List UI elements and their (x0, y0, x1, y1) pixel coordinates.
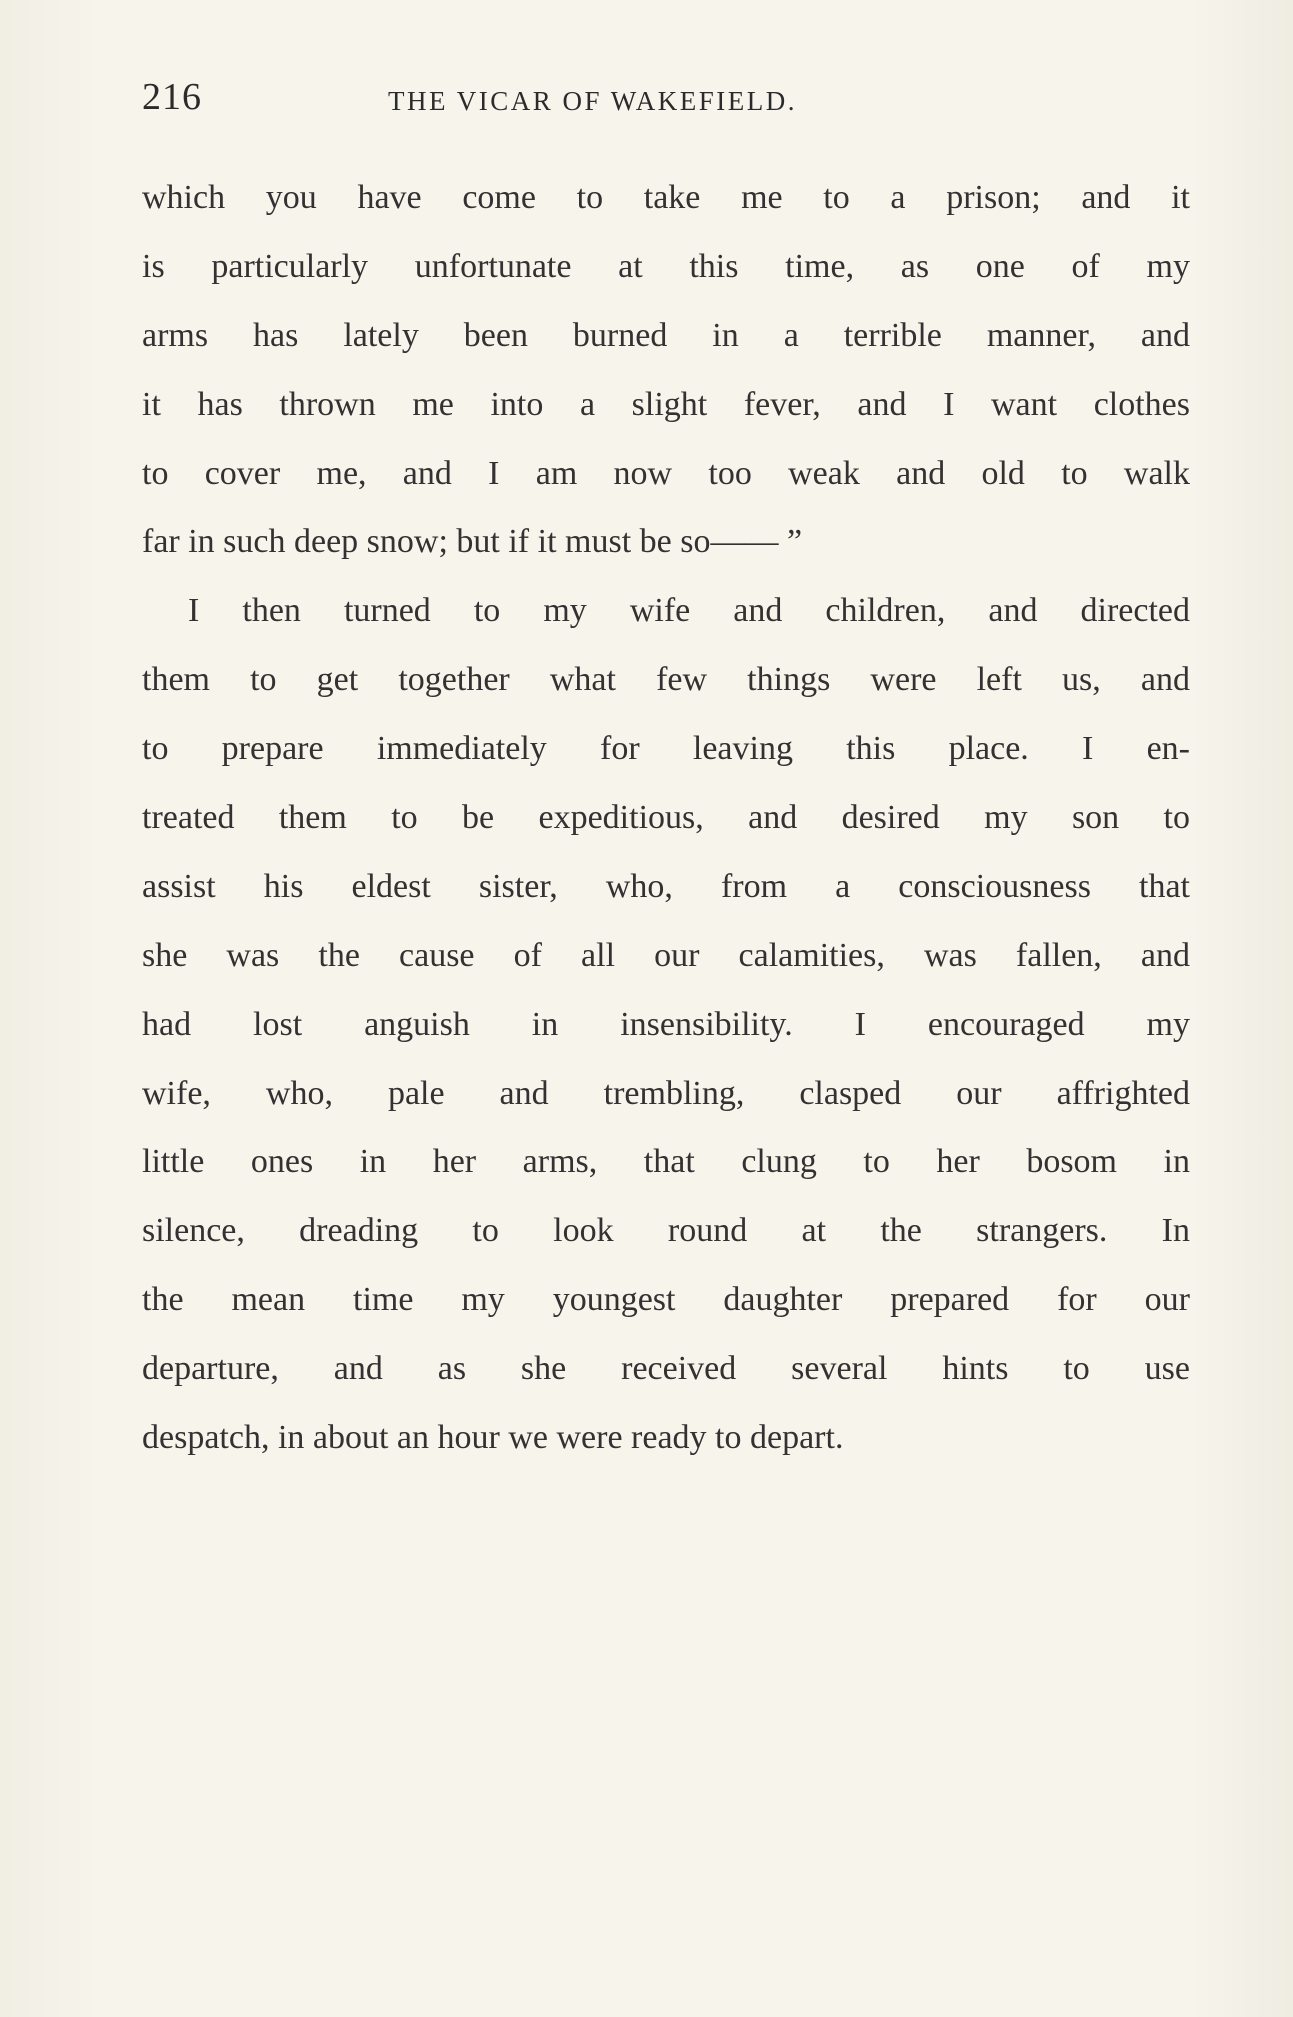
text-line: arms has lately been burned in a terrible manner, and (142, 316, 1190, 354)
text-line: is particularly unfortunate at this time, as one of my (142, 247, 1190, 285)
text-line: I then turned to my wife and children, and directed (188, 592, 1190, 630)
text-line: the mean time my youngest daughter prepared for our (142, 1281, 1190, 1319)
text-line: departure, and as she received several hints to use (142, 1350, 1190, 1388)
text-line: far in such deep snow; but if it must be so—— ” (142, 523, 803, 561)
text-line: to prepare immediately for leaving this place. I en- (142, 730, 1190, 768)
page-number: 216 (142, 76, 202, 118)
text-line: little ones in her arms, that clung to her bosom in (142, 1143, 1190, 1181)
body-text (142, 164, 1190, 1473)
text-line: she was the cause of all our calamities, was fallen, and (142, 936, 1190, 974)
text-line: had lost anguish in insensibility. I encouraged my (142, 1005, 1190, 1043)
text-line: assist his eldest sister, who, from a consciousness that (142, 867, 1190, 905)
text-line: which you have come to take me to a prison; and it (142, 179, 1190, 216)
page-header (142, 72, 1190, 122)
text-line: despatch, in about an hour we were ready to depart. (142, 1419, 844, 1457)
text-line: to cover me, and I am now too weak and old to walk (142, 454, 1190, 492)
text-line: them to get together what few things were left us, and (142, 661, 1190, 699)
text-line: it has thrown me into a slight fever, and I want clothes (142, 385, 1190, 423)
text-line: wife, who, pale and trembling, clasped our affrighted (142, 1074, 1190, 1112)
running-title: THE VICAR OF WAKEFIELD. (388, 86, 798, 116)
text-line: treated them to be expeditious, and desired my son to (142, 799, 1190, 837)
text-line: silence, dreading to look round at the strangers. In (142, 1212, 1190, 1250)
